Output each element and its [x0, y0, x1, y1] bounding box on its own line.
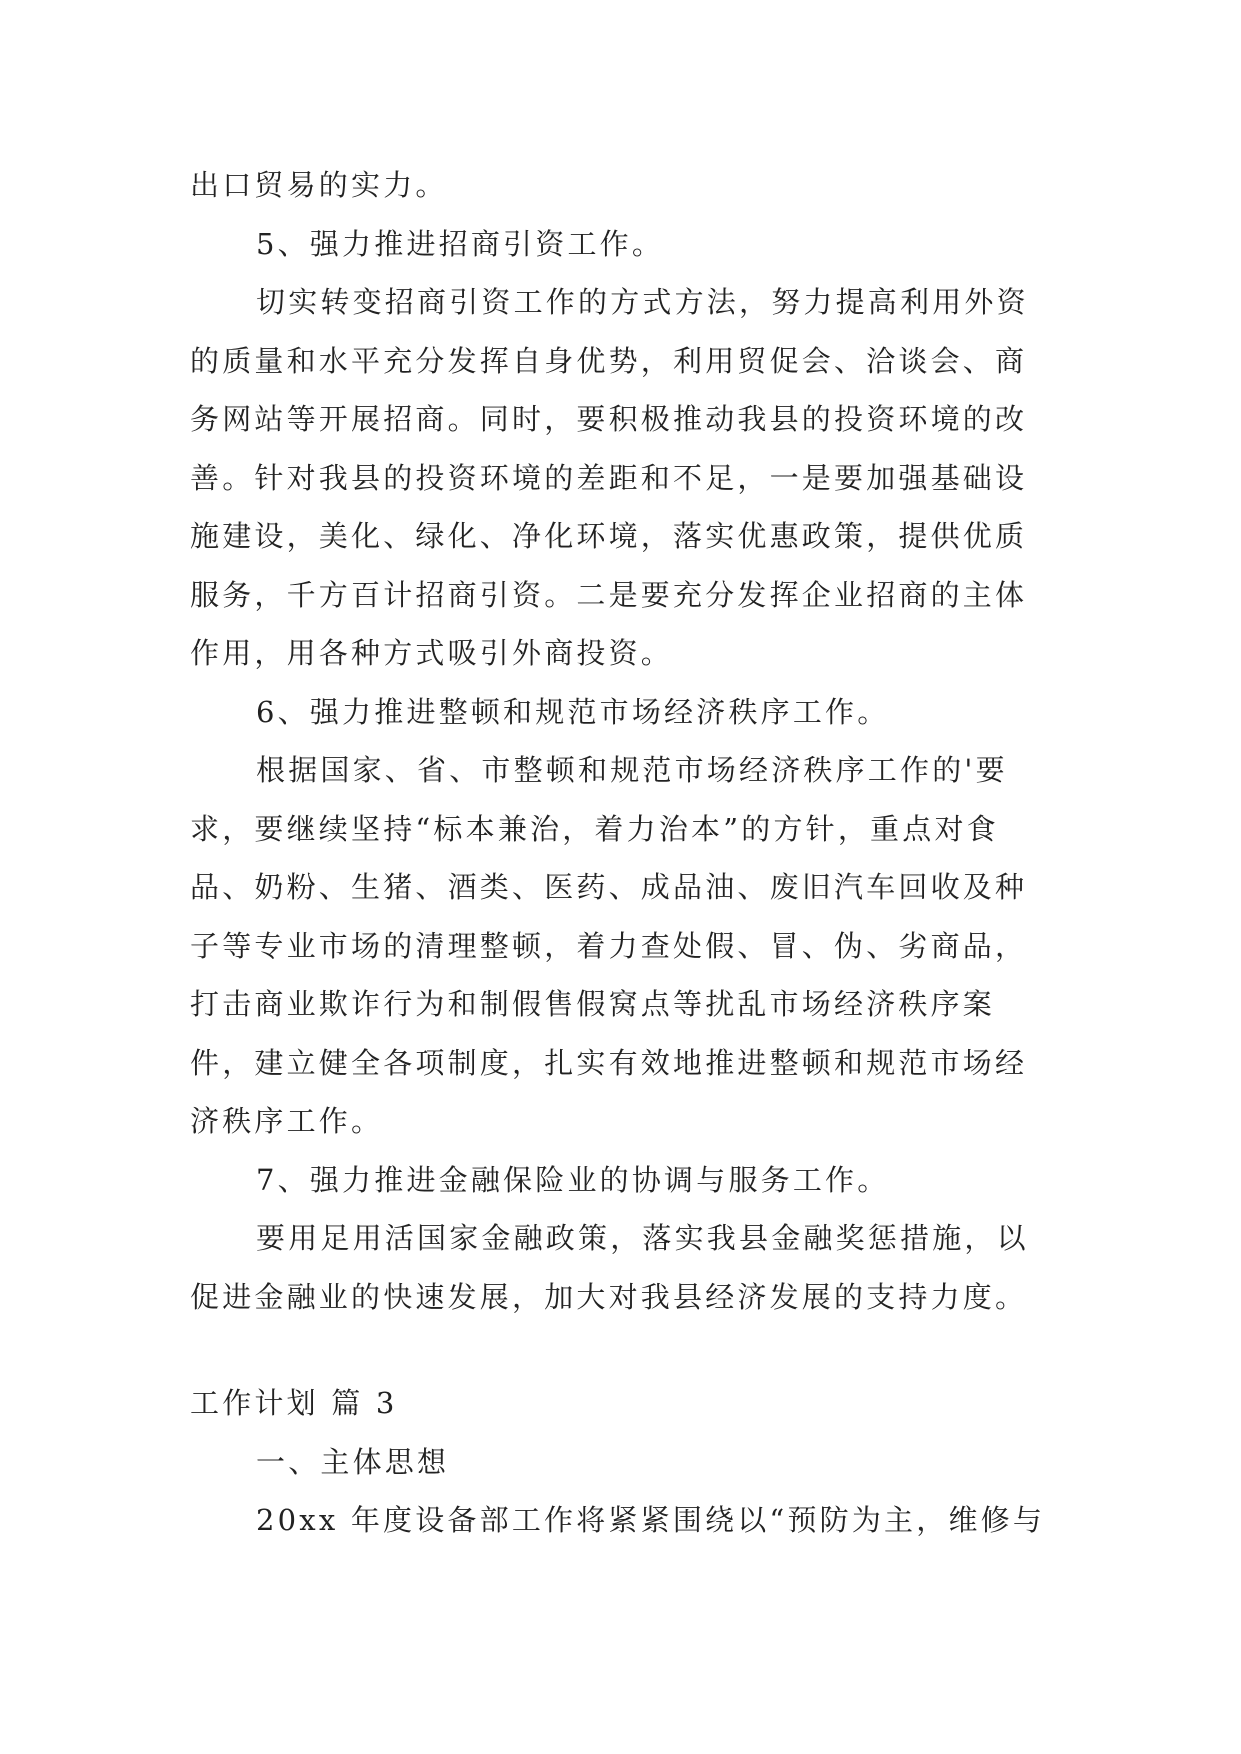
text-line: 促进金融业的快速发展，加大对我县经济发展的支持力度。	[190, 1279, 1028, 1314]
text-line: 出口贸易的实力。	[190, 168, 448, 202]
text-line: 求，要继续坚持“标本兼治，着力治本”的方针，重点对食	[190, 811, 999, 846]
section-part-1	[190, 156, 1050, 1326]
text-line: 根据国家、省、市整顿和规范市场经济秩序工作的'要	[256, 753, 1008, 787]
section-gap	[190, 1326, 1050, 1374]
text-line: 子等专业市场的清理整顿，着力查处假、冒、伪、劣商品，	[190, 928, 1028, 963]
section-heading: 工作计划 篇 3	[190, 1386, 398, 1420]
text-line: 施建设，美化、绿化、净化环境，落实优惠政策，提供优质	[190, 519, 1028, 553]
text-line: 作用，用各种方式吸引外商投资。	[190, 636, 674, 670]
text-line: 5、强力推进招商引资工作。	[256, 226, 665, 261]
text-line: 打击商业欺诈行为和制假售假窝点等扰乱市场经济秩序案	[190, 987, 996, 1021]
document-body	[190, 156, 1050, 1550]
text-line: 品、奶粉、生猪、酒类、医药、成品油、废旧汽车回收及种	[190, 870, 1028, 904]
text-line: 一、主体思想	[256, 1444, 450, 1479]
text-line: 要用足用活国家金融政策，落实我县金融奖惩措施，以	[256, 1221, 1029, 1255]
text-line: 20xx 年度设备部工作将紧紧围绕以“预防为主，维修与	[256, 1503, 1046, 1537]
text-line: 7、强力推进金融保险业的协调与服务工作。	[256, 1162, 890, 1197]
text-line: 6、强力推进整顿和规范市场经济秩序工作。	[256, 694, 890, 729]
text-line: 件，建立健全各项制度，扎实有效地推进整顿和规范市场经	[190, 1045, 1028, 1080]
text-line: 的质量和水平充分发挥自身优势，利用贸促会、洽谈会、商	[190, 343, 1028, 378]
text-line: 济秩序工作。	[190, 1104, 384, 1138]
text-line: 切实转变招商引资工作的方式方法，努力提高利用外资	[256, 285, 1029, 319]
text-line: 务网站等开展招商。同时，要积极推动我县的投资环境的改	[190, 402, 1028, 436]
text-line: 善。针对我县的投资环境的差距和不足，一是要加强基础设	[190, 460, 1028, 495]
text-line: 服务，千方百计招商引资。二是要充分发挥企业招商的主体	[190, 577, 1028, 612]
section-part-2	[190, 1433, 1050, 1550]
